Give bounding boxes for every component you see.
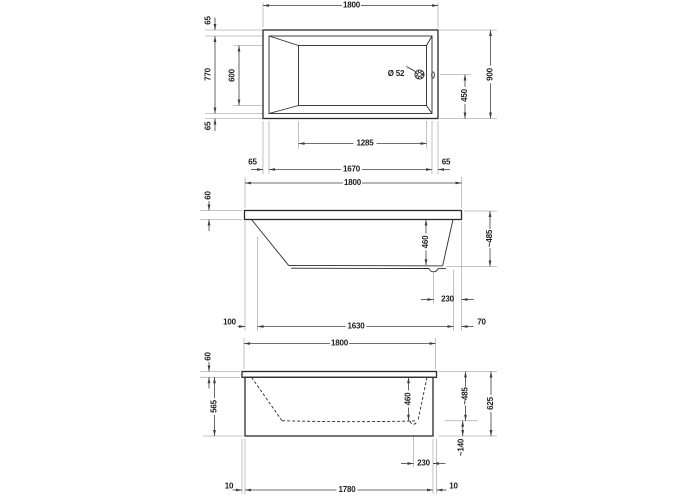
dim-front-total-height: 625 — [486, 397, 496, 410]
side-view — [200, 177, 497, 331]
dim-plan-floor-length: 1285 — [356, 138, 374, 148]
plan-tub-outline — [263, 30, 438, 119]
side-extension-lines — [200, 177, 497, 331]
dim-front-apron-height: 565 — [209, 400, 219, 413]
dim-front-clearance: ~140 — [456, 438, 466, 457]
dim-plan-flange-right: 65 — [441, 157, 451, 167]
front-view — [200, 338, 497, 494]
dim-plan-total-width: 900 — [485, 68, 495, 81]
dim-side-total-length: 1800 — [344, 178, 361, 188]
dim-plan-drain-diameter: Ø 52 — [387, 69, 405, 79]
side-dimensions — [204, 178, 495, 331]
dim-front-panel-inset-left: 10 — [224, 481, 234, 491]
dim-plan-inner-length: 1670 — [343, 164, 360, 174]
dim-plan-drain-offset: 450 — [460, 89, 470, 102]
dim-front-rim-height: 60 — [203, 352, 213, 361]
dim-front-total-length: 1800 — [331, 338, 348, 348]
dim-front-panel-length: 1780 — [338, 485, 356, 495]
dim-side-height: ~485 — [485, 229, 495, 248]
dim-plan-flange-left: 65 — [248, 157, 257, 167]
dim-plan-total-length: 1800 — [343, 0, 360, 10]
dim-side-depth: 460 — [421, 235, 431, 249]
dim-plan-inner-width: 770 — [203, 68, 213, 81]
dim-front-depth: 460 — [403, 392, 413, 406]
dim-side-drain-offset: 230 — [441, 294, 454, 304]
dim-front-drain-offset: 230 — [417, 458, 430, 468]
dim-side-drain-margin: 70 — [477, 317, 486, 327]
dim-side-base-length: 1630 — [347, 321, 365, 331]
dim-plan-flange-top: 65 — [203, 16, 213, 25]
dim-plan-flange-bottom: 65 — [203, 121, 213, 131]
dim-front-panel-inset-right: 10 — [449, 481, 458, 491]
dim-front-height: ~485 — [460, 387, 470, 405]
dim-side-rim-height: 60 — [203, 191, 213, 200]
plan-view — [204, 1, 497, 174]
dim-plan-floor-width: 600 — [227, 69, 237, 82]
dim-side-foot-margin: 100 — [223, 317, 236, 327]
